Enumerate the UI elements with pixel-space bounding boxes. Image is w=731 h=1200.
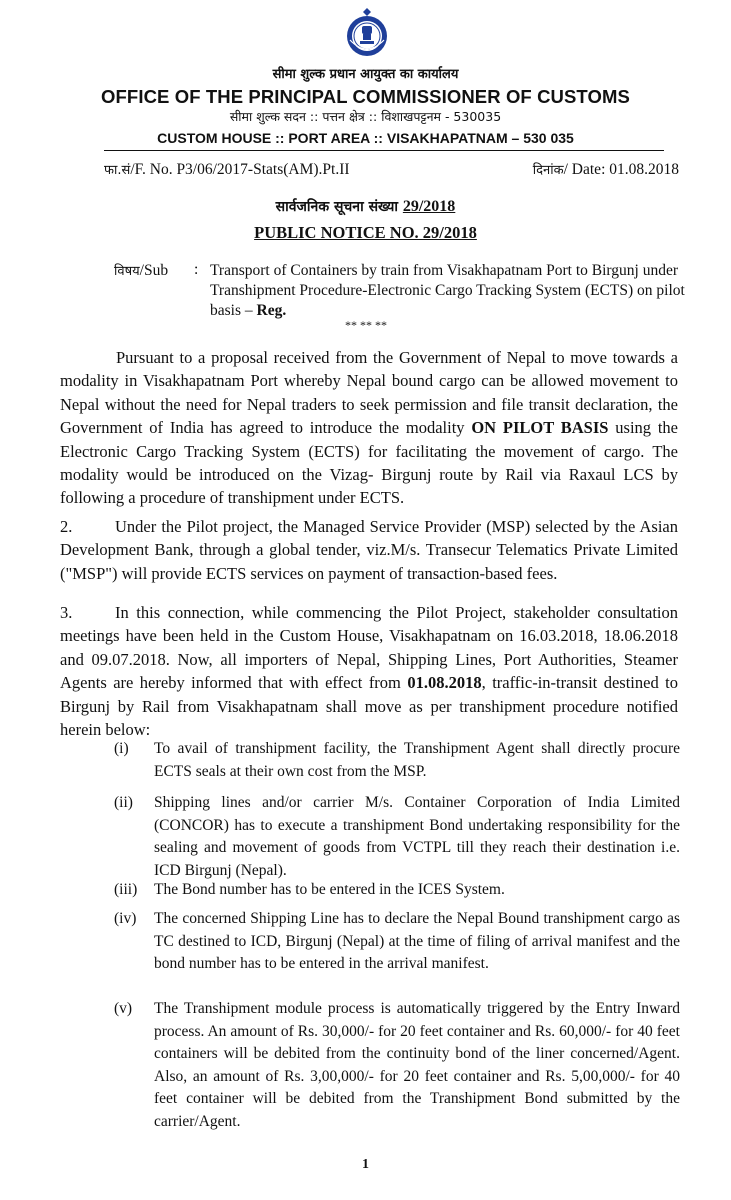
list-item [114, 908, 680, 976]
list-item-label: (ii) [114, 794, 133, 811]
subject-label-en: /Sub [139, 262, 169, 279]
custom-house-address: CUSTOM HOUSE :: PORT AREA :: VISAKHAPATNAM – 530 035 [157, 130, 574, 146]
list-item-label: (i) [114, 740, 129, 757]
list-item [114, 792, 680, 882]
list-item-label: (iii) [114, 881, 138, 898]
paragraph-3-number: 3. [60, 603, 73, 622]
paragraph-3-text-b: , traffic-in-transit destined to Birgunj by Rail from Visakhapatnam shall move as per transhipment procedure notified herein below: [60, 673, 679, 740]
list-item [114, 998, 680, 1134]
subject-body: Transport of Containers by train from Visakhapatnam Port to Birgunj under Transhipment Procedure-Electronic Cargo Tracking System (ECTS) on pilot basis – [210, 262, 685, 319]
paragraph-1-text-b: using the Electronic Cargo Tracking System (ECTS) for facilitating the movement of cargo. The modality would be introduced on the Vizag- Birgunj route by Rail via Raxaul LCS by following a procedure of transhipment under ECTS. [60, 418, 679, 508]
paragraph-2-number: 2. [60, 517, 73, 536]
paragraph-3 [60, 601, 678, 741]
subject-reg: Reg. [256, 302, 287, 319]
list-item-text: The concerned Shipping Line has to declare the Nepal Bound transhipment cargo as TC destined to ICD, Birgunj (Nepal) at the time of filing of arrival manifest and the bond number has to be entered in the arrival manifest. [154, 910, 680, 973]
list-item-text: The Transhipment module process is automatically triggered by the Entry Inward process. An amount of Rs. 30,000/- for 20 feet container and Rs. 60,000/- for 40 feet containers will be debited from the continuity bond of the liner concerned/Agent. Also, an amount of Rs. 3,00,000/- for 20 feet container and Rs. 5,00,000/- for 40 feet container will be debited from the Transhipment Bond submitted by the carrier/Agent. [154, 1000, 680, 1130]
file-number [104, 160, 350, 179]
paragraph-3-bold: 01.08.2018 [407, 673, 482, 693]
paragraph-1-bold: ON PILOT BASIS [471, 418, 609, 438]
page-number: 1 [362, 1157, 369, 1172]
list-item-label: (iv) [114, 910, 137, 927]
date-label-hindi: दिनांक [532, 163, 564, 178]
notice-title-text: PUBLIC NOTICE NO. 29/2018 [254, 223, 477, 242]
date-text: / Date: 01.08.2018 [563, 161, 679, 178]
subject-label-hindi: विषय [114, 264, 140, 279]
notice-title [0, 223, 731, 243]
file-number-text: /F. No. P3/06/2017-Stats(AM).Pt.II [130, 161, 350, 178]
office-title: OFFICE OF THE PRINCIPAL COMMISSIONER OF CUSTOMS [101, 86, 630, 107]
subject-separator: ** ** ** [345, 318, 387, 332]
subject-text [210, 261, 690, 321]
list-item-text: To avail of transhipment facility, the Transhipment Agent shall directly procure ECTS seals at their own cost from the MSP. [154, 740, 680, 780]
subject-label [114, 261, 168, 280]
notice-date [533, 160, 679, 179]
paragraph-2-text: Under the Pilot project, the Managed Service Provider (MSP) selected by the Asian Development Bank, through a global tender, viz.M/s. Transecur Telematics Private Limited ("MSP") will provide ECTS services on payment of transaction-based fees. [60, 517, 678, 583]
list-item [114, 738, 680, 783]
list-item-text: The Bond number has to be entered in the ICES System. [154, 881, 505, 898]
office-name-hindi: सीमा शुल्क प्रधान आयुक्त का कार्यालय [272, 67, 459, 82]
paragraph-1-text-a: Pursuant to a proposal received from the Government of Nepal to move towards a modality in Visakhapatnam Port whereby Nepal bound cargo can be allowed movement to Nepal without the need for Nepal traders to seek permission and file transit declaration, the Government of India has agreed to introduce the modality [60, 348, 678, 438]
paragraph-2 [60, 515, 678, 585]
header-divider [104, 150, 664, 151]
paragraph-1 [60, 346, 678, 510]
address-hindi: सीमा शुल्क सदन :: पत्तन क्षेत्र :: विशाखपट्टनम - 530035 [229, 109, 502, 124]
list-item [114, 879, 680, 902]
notice-title-hindi [0, 197, 731, 216]
notice-number-hindi: 29/2018 [402, 198, 456, 215]
list-item-text: Shipping lines and/or carrier M/s. Container Corporation of India Limited (CONCOR) has to execute a transhipment Bond undertaking responsibility for the sealing and movement of goods from VCTPL till they reach their destination i.e. ICD Birgunj (Nepal). [154, 794, 680, 879]
list-item-label: (v) [114, 1000, 133, 1017]
subject-colon: : [194, 261, 199, 278]
notice-title-hindi-text: सार्वजनिक सूचना संख्या [275, 199, 398, 215]
customs-emblem-icon [342, 6, 392, 60]
paragraph-3-text-a: In this connection, while commencing the Pilot Project, stakeholder consultation meetings have been held in the Custom House, Visakhapatnam on 16.03.2018, 18.06.2018 and 09.07.2018. Now, all importers of Nepal, Shipping Lines, Port Authorities, Steamer Agents are hereby informed that with effect from [60, 603, 678, 693]
file-label-hindi: फा.सं [104, 163, 131, 178]
